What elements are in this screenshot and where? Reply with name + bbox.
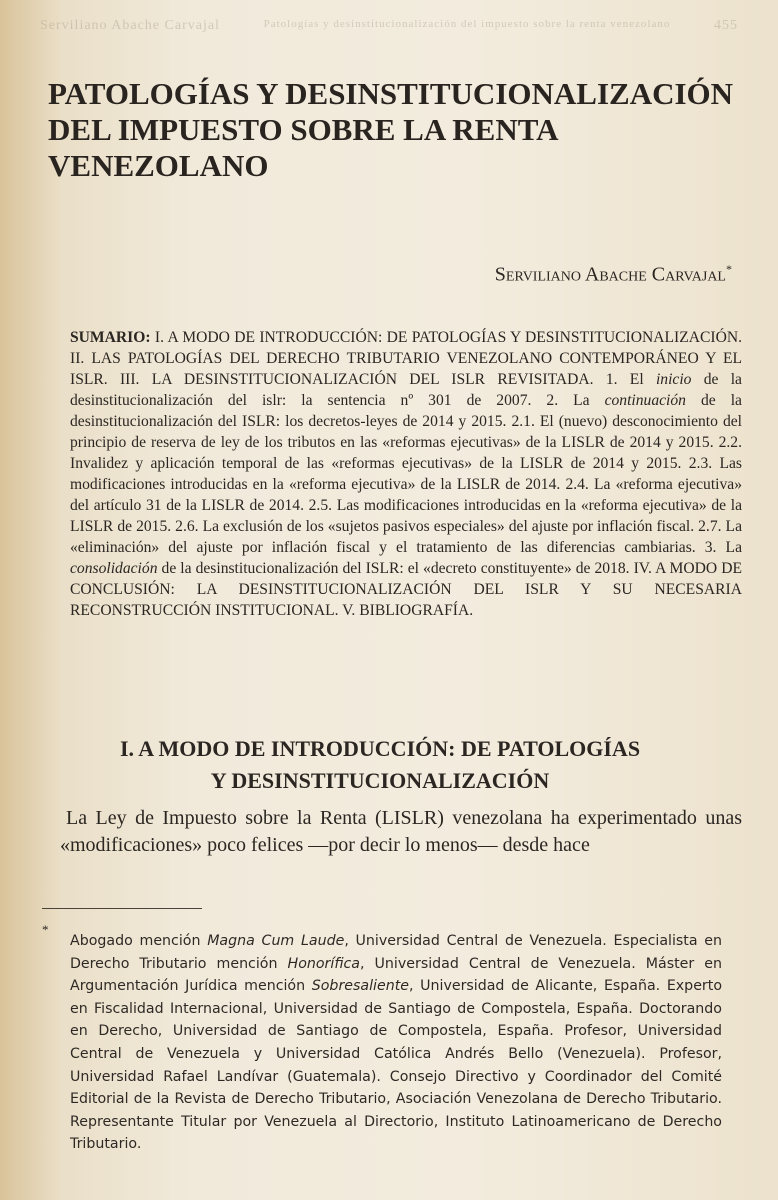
summary-text-3: de la desinstitucionalización del ISLR: los decretos-leyes de 2014 y 2015. 2.1. El (nuevo) desconocimiento del principio de reserva de ley de los tributos en las «reformas ejecutivas» de la LISLR de 2014 y 2015. 2.2. Invalidez y aplicación temporal de las «reformas ejecutivas» de la LISLR de 2014 y 2015. 2.3. Las modificaciones introducidas en la «reforma ejecutiva» de la LISLR de 2014. 2.4. La «reforma ejecutiva» del artículo 31 de la LISLR de 2014. 2.5. Las modificaciones introducidas en la «reforma ejecutiva» de la LISLR de 2015. 2.6. La exclusión de los «sujetos pasivos especiales» del ajuste por inflación fiscal. 2.7. La «eliminación» del ajuste por inflación fiscal y el tratamiento de las diferencias cambiarias. 3. La	[70, 392, 742, 556]
chapter-title-line-3: VENEZOLANO	[48, 148, 269, 183]
summary-emphasis-2: continuación	[604, 392, 686, 409]
footnote-emphasis-3: Sobresaliente	[311, 978, 409, 995]
footnote-text	[70, 930, 722, 1156]
summary-emphasis-3: consolidación	[70, 560, 158, 577]
running-head-right: Patologías y desinstitucionalización del impuesto sobre la renta venezolano	[263, 18, 671, 30]
summary-text-2: de la desinstitucionalización del islr: la sentencia nº 301 de 2007. 2. La	[70, 371, 742, 409]
running-head	[40, 18, 738, 42]
section-heading	[100, 733, 660, 797]
section-heading-line-2: Y DESINSTITUCIONALIZACIÓN	[210, 768, 550, 793]
author-byline	[495, 262, 732, 287]
chapter-title-line-2: DEL IMPUESTO SOBRE LA RENTA	[48, 112, 559, 147]
page-number: 455	[713, 18, 738, 33]
author-footnote-mark: *	[726, 262, 732, 276]
body-paragraph: La Ley de Impuesto sobre la Renta (LISLR) venezolana ha experimentado unas «modificaciones» poco felices —por decir lo menos— desde hace	[60, 807, 742, 856]
chapter-title	[48, 76, 738, 184]
footnote-mark: *	[42, 922, 49, 937]
footnote-text-3: , Universidad Central de Venezuela. Máster en Argumentación Jurídica mención	[70, 955, 722, 995]
footnote-divider	[42, 908, 202, 909]
section-heading-line-1: I. A MODO DE INTRODUCCIÓN: DE PATOLOGÍAS	[119, 736, 641, 761]
footnote-text-4: , Universidad de Alicante, España. Experto en Fiscalidad Internacional, Universidad de Santiago de Compostela, España. Doctorando en Derecho, Universidad de Santiago de Compostela, España. Profesor, Universidad Central de Venezuela y Universidad Católica Andrés Bello (Venezuela). Profesor, Universidad Rafael Landívar (Guatemala). Consejo Directivo y Coordinador del Comité Editorial de la Revista de Derecho Tributario, Asociación Venezolana de Derecho Tributario. Representante Titular por Venezuela al Directorio, Instituto Latinoamericano de Derecho Tributario.	[70, 978, 722, 1153]
summary-text-1: I. A MODO DE INTRODUCCIÓN: DE PATOLOGÍAS Y DESINSTITUCIONALIZACIÓN. II. LAS PATOLOGÍAS DEL DERECHO TRIBUTARIO VENEZOLANO CONTEMPORÁNEO Y EL ISLR. III. LA DESINSTITUCIONALIZACIÓN DEL ISLR REVISITADA. 1. El	[70, 329, 742, 388]
chapter-title-line-1: PATOLOGÍAS Y DESINSTITUCIONALIZACIÓN	[48, 76, 734, 111]
author-name: Serviliano Abache Carvajal	[494, 263, 726, 286]
summary-label: SUMARIO:	[70, 329, 151, 346]
summary-emphasis-1: inicio	[655, 371, 692, 388]
summary-paragraph	[70, 327, 742, 621]
footnote-text-1: Abogado mención	[70, 933, 208, 949]
running-head-left: Serviliano Abache Carvajal	[40, 18, 220, 33]
summary-text-4: de la desinstitucionalización del ISLR: el «decreto constituyente» de 2018. IV. A MODO DE CONCLUSIÓN: LA DESINSTITUCIONALIZACIÓN DEL ISLR Y SU NECESARIA RECONSTRUCCIÓN INSTITUCIONAL. V. BIBLIOGRAFÍA.	[70, 560, 742, 619]
footnote-emphasis-2: Honorífica	[287, 955, 360, 972]
footnote-emphasis-1: Magna Cum Laude	[207, 933, 345, 949]
footnote-text-2: , Universidad Central de Venezuela. Especialista en Derecho Tributario mención	[70, 933, 722, 972]
